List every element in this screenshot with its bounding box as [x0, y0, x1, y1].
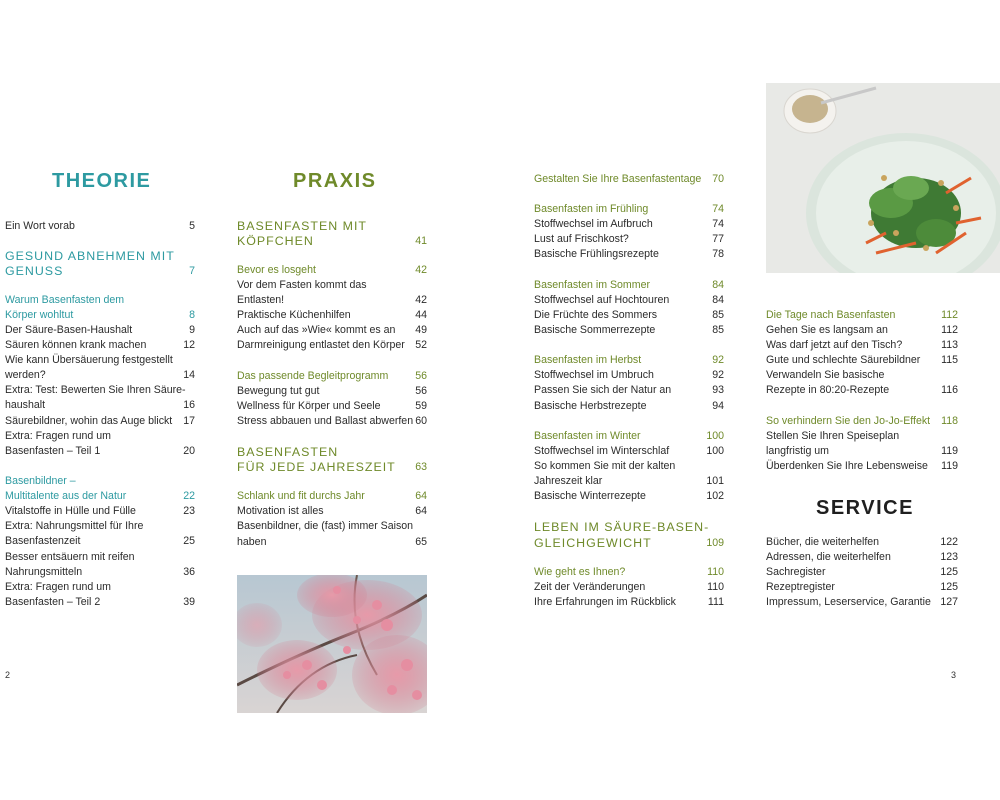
toc-entry-page: 109 — [706, 537, 724, 549]
toc-entry — [534, 353, 724, 368]
toc-entry — [237, 504, 427, 519]
toc-entry-page: 56 — [415, 385, 427, 397]
salad-image — [766, 83, 1000, 273]
toc-entry-title: So verhindern Sie den Jo-Jo-Effekt — [766, 415, 931, 427]
toc-entry-title: Rezeptregister — [766, 581, 835, 593]
toc-entry — [766, 414, 958, 429]
toc-entry — [766, 383, 958, 398]
toc-entry — [237, 218, 427, 233]
toc-entry-page: 9 — [189, 324, 195, 336]
toc-entry-page: 84 — [712, 279, 724, 291]
toc-entry — [534, 247, 724, 262]
toc-entry-title: Wie geht es Ihnen? — [534, 566, 626, 578]
toc-entry — [5, 429, 195, 444]
toc-entry-page: 44 — [415, 309, 427, 321]
toc-entry — [534, 474, 724, 489]
toc-entry-page: 64 — [415, 490, 427, 502]
toc-entry — [5, 534, 195, 549]
toc-entry-page: 12 — [183, 339, 195, 351]
toc-entry-title: haushalt — [5, 399, 46, 411]
toc-entry — [237, 369, 427, 384]
toc-entry — [766, 595, 958, 610]
toc-entry — [766, 459, 958, 474]
toc-entry — [534, 399, 724, 414]
toc-entry — [5, 519, 195, 534]
toc-entry-page: 64 — [415, 505, 427, 517]
toc-entry — [534, 459, 724, 474]
toc-entry — [534, 368, 724, 383]
toc-entry — [5, 383, 195, 398]
toc-entry-title: FÜR JEDE JAHRESZEIT — [237, 460, 396, 474]
toc-entry-title: BASENFASTEN MIT — [237, 219, 367, 233]
toc-entry-page: 101 — [706, 475, 724, 487]
toc-entry-title: Rezepte in 80:20-Rezepte — [766, 384, 890, 396]
toc-entry — [237, 278, 427, 293]
toc-entry-title: Nahrungsmitteln — [5, 566, 83, 578]
toc-entry-title: werden? — [5, 369, 46, 381]
toc-entry-page: 112 — [941, 309, 958, 321]
toc-entry-title: Auch auf das »Wie« kommt es an — [237, 324, 396, 336]
toc-entry — [5, 595, 195, 610]
toc-entry-title: Basenfastenzeit — [5, 535, 81, 547]
toc-entry-title: Basenfasten im Herbst — [534, 354, 642, 366]
toc-entry-page: 74 — [712, 218, 724, 230]
toc-entry — [237, 444, 427, 459]
toc-entry-title: Basische Frühlingsrezepte — [534, 248, 659, 260]
toc-entry-title: Körper wohltut — [5, 309, 74, 321]
toc-entry-page: 77 — [712, 233, 724, 245]
toc-entry — [237, 338, 427, 353]
toc-entry-page: 36 — [183, 566, 195, 578]
toc-entry — [5, 323, 195, 338]
toc-entry — [5, 248, 195, 263]
toc-entry-page: 49 — [415, 324, 427, 336]
toc-entry-page: 94 — [712, 400, 724, 412]
toc-entry-title: Basenbildner – — [5, 475, 76, 487]
toc-entry — [534, 293, 724, 308]
toc-entry-title: Stoffwechsel auf Hochtouren — [534, 294, 670, 306]
toc-entry-page: 8 — [189, 309, 195, 321]
toc-entry-page: 42 — [415, 294, 427, 306]
toc-entry-page: 5 — [189, 220, 195, 232]
toc-entry — [534, 232, 724, 247]
toc-entry — [766, 580, 958, 595]
toc-entry-title: Vor dem Fasten kommt das — [237, 279, 367, 291]
toc-entry-title: Bücher, die weiterhelfen — [766, 536, 880, 548]
toc-entry-page: 65 — [415, 536, 427, 548]
toc-entry-title: Der Säure-Basen-Haushalt — [5, 324, 133, 336]
toc-entry — [534, 308, 724, 323]
toc-entry-title: Passen Sie sich der Natur an — [534, 384, 672, 396]
toc-entry-page: 116 — [941, 384, 958, 396]
toc-entry-page: 60 — [415, 415, 427, 427]
toc-entry — [237, 308, 427, 323]
toc-entry-page: 112 — [941, 324, 958, 336]
toc-entry-title: Überdenken Sie Ihre Lebensweise — [766, 460, 928, 472]
toc-entry-title: Wellness für Körper und Seele — [237, 400, 381, 412]
toc-entry — [5, 565, 195, 580]
toc-entry — [237, 399, 427, 414]
toc-entry-title: Basenfasten – Teil 2 — [5, 596, 101, 608]
toc-entry — [534, 565, 724, 580]
toc-entry-title: Stoffwechsel im Aufbruch — [534, 218, 653, 230]
toc-entry-page: 127 — [940, 596, 958, 608]
toc-entry-title: Extra: Fragen rund um — [5, 581, 111, 593]
toc-entry-page: 119 — [941, 460, 958, 472]
toc-entry-title: Ein Wort vorab — [5, 220, 75, 232]
toc-entry-title: haben — [237, 536, 267, 548]
toc-entry — [766, 565, 958, 580]
toc-entry-title: Gehen Sie es langsam an — [766, 324, 888, 336]
toc-entry-title: So kommen Sie mit der kalten — [534, 460, 676, 472]
toc-entry-title: Basische Herbstrezepte — [534, 400, 647, 412]
toc-entry-title: Extra: Fragen rund um — [5, 430, 111, 442]
toc-entry — [534, 489, 724, 504]
toc-entry-page: 110 — [707, 581, 724, 593]
cherry-blossom-image — [237, 575, 427, 713]
toc-entry — [5, 308, 195, 323]
toc-entry — [534, 278, 724, 293]
toc-entry — [534, 429, 724, 444]
toc-entry — [237, 414, 427, 429]
theorie-title: THEORIE — [52, 170, 152, 192]
toc-entry-title: Das passende Begleitprogramm — [237, 370, 389, 382]
toc-entry — [534, 202, 724, 217]
toc-entry-page: 42 — [415, 264, 427, 276]
toc-entry-title: Bevor es losgeht — [237, 264, 316, 276]
toc-entry-title: Extra: Nahrungsmittel für Ihre — [5, 520, 144, 532]
toc-entry-page: 102 — [706, 490, 724, 502]
toc-entry-title: BASENFASTEN — [237, 445, 339, 459]
toc-entry-title: Zeit der Veränderungen — [534, 581, 646, 593]
toc-entry — [5, 550, 195, 565]
toc-entry-page: 125 — [940, 566, 958, 578]
toc-entry-title: Warum Basenfasten dem — [5, 294, 125, 306]
toc-entry-page: 17 — [183, 415, 195, 427]
toc-entry-title: GENUSS — [5, 264, 64, 278]
toc-entry — [5, 414, 195, 429]
toc-entry-title: Was darf jetzt auf den Tisch? — [766, 339, 903, 351]
toc-entry-page: 78 — [712, 248, 724, 260]
toc-entry-title: Bewegung tut gut — [237, 385, 320, 397]
toc-entry — [766, 353, 958, 368]
toc-entry-title: Ihre Erfahrungen im Rückblick — [534, 596, 676, 608]
toc-entry-title: GESUND ABNEHMEN MIT — [5, 249, 175, 263]
toc-entry-page: 7 — [189, 265, 195, 277]
toc-entry-title: Vitalstoffe in Hülle und Fülle — [5, 505, 136, 517]
toc-entry-title: Darmreinigung entlastet den Körper — [237, 339, 405, 351]
toc-entry-title: Basenfasten im Frühling — [534, 203, 649, 215]
toc-entry-title: Motivation ist alles — [237, 505, 324, 517]
toc-entry-page: 85 — [712, 309, 724, 321]
toc-entry — [766, 308, 958, 323]
toc-entry — [766, 368, 958, 383]
toc-entry — [5, 368, 195, 383]
toc-entry-title: Impressum, Leserservice, Garantie — [766, 596, 931, 608]
toc-entry-title: Gute und schlechte Säurebildner — [766, 354, 921, 366]
toc-entry — [534, 172, 724, 187]
toc-entry — [766, 550, 958, 565]
toc-entry — [5, 293, 195, 308]
toc-entry — [237, 519, 427, 534]
toc-entry-title: Besser entsäuern mit reifen — [5, 551, 135, 563]
toc-entry-title: Adressen, die weiterhelfen — [766, 551, 891, 563]
page-number-right: 3 — [951, 670, 957, 680]
toc-entry-title: Extra: Test: Bewerten Sie Ihren Säure- — [5, 384, 186, 396]
toc-entry-title: langfristig um — [766, 445, 829, 457]
toc-entry-title: Basenbildner, die (fast) immer Saison — [237, 520, 414, 532]
toc-entry-page: 85 — [712, 324, 724, 336]
toc-entry-title: Jahreszeit klar — [534, 475, 603, 487]
toc-entry-page: 113 — [941, 339, 958, 351]
toc-entry — [534, 383, 724, 398]
toc-entry-page: 119 — [941, 445, 958, 457]
toc-entry-title: LEBEN IM SÄURE-BASEN- — [534, 520, 710, 534]
toc-entry-page: 20 — [183, 445, 195, 457]
toc-entry-page: 100 — [706, 445, 724, 457]
toc-entry — [534, 535, 724, 550]
toc-entry-title: Die Früchte des Sommers — [534, 309, 658, 321]
toc-entry-page: 92 — [712, 354, 724, 366]
toc-entry-title: Die Tage nach Basenfasten — [766, 309, 896, 321]
toc-entry — [5, 398, 195, 413]
toc-entry-page: 22 — [183, 490, 195, 502]
toc-entry-page: 118 — [941, 415, 958, 427]
toc-entry — [5, 580, 195, 595]
toc-entry-title: Verwandeln Sie basische — [766, 369, 885, 381]
toc-entry-page: 39 — [183, 596, 195, 608]
toc-entry-title: Multitalente aus der Natur — [5, 490, 127, 502]
toc-entry — [534, 519, 724, 534]
toc-entry-page: 63 — [415, 461, 427, 473]
toc-entry-page: 110 — [707, 566, 724, 578]
toc-entry-title: Basische Winterrezepte — [534, 490, 646, 502]
toc-entry-page: 74 — [712, 203, 724, 215]
toc-entry-title: Entlasten! — [237, 294, 285, 306]
toc-entry-title: Stellen Sie Ihren Speiseplan — [766, 430, 900, 442]
toc-entry — [237, 233, 427, 248]
toc-entry — [5, 353, 195, 368]
toc-entry-title: Stress abbauen und Ballast abwerfen — [237, 415, 414, 427]
toc-entry — [5, 474, 195, 489]
toc-entry — [237, 384, 427, 399]
toc-entry-page: 84 — [712, 294, 724, 306]
service-title: SERVICE — [816, 497, 914, 519]
toc-entry-title: Gestalten Sie Ihre Basenfastentage — [534, 173, 702, 185]
toc-entry — [5, 489, 195, 504]
toc-entry-title: Lust auf Frischkost? — [534, 233, 629, 245]
toc-entry-title: Wie kann Übersäuerung festgestellt — [5, 354, 173, 366]
toc-entry-title: Stoffwechsel im Umbruch — [534, 369, 654, 381]
toc-entry-page: 93 — [712, 384, 724, 396]
toc-entry — [766, 444, 958, 459]
toc-entry — [766, 429, 958, 444]
toc-entry-title: Schlank und fit durchs Jahr — [237, 490, 365, 502]
toc-entry-page: 25 — [183, 535, 195, 547]
toc-entry — [766, 338, 958, 353]
toc-entry-title: Basische Sommerrezepte — [534, 324, 656, 336]
page-number-left: 2 — [5, 670, 11, 680]
toc-entry — [534, 595, 724, 610]
toc-entry — [237, 535, 427, 550]
toc-entry-page: 59 — [415, 400, 427, 412]
toc-entry-page: 100 — [706, 430, 724, 442]
toc-entry-title: Basenfasten im Sommer — [534, 279, 650, 291]
toc-entry — [237, 293, 427, 308]
toc-entry-title: KÖPFCHEN — [237, 234, 314, 248]
toc-entry — [237, 489, 427, 504]
toc-entry — [534, 323, 724, 338]
toc-entry-page: 52 — [415, 339, 427, 351]
toc-entry — [766, 535, 958, 550]
cherry-blossom-photo — [237, 575, 427, 713]
toc-entry-title: Säuren können krank machen — [5, 339, 147, 351]
toc-entry-page: 23 — [183, 505, 195, 517]
toc-entry-page: 111 — [707, 596, 724, 608]
toc-entry-page: 41 — [415, 235, 427, 247]
toc-entry-page: 16 — [183, 399, 195, 411]
toc-entry — [5, 504, 195, 519]
toc-entry — [5, 444, 195, 459]
toc-entry-page: 70 — [712, 173, 724, 185]
toc-entry-page: 122 — [940, 536, 958, 548]
toc-entry-title: Basenfasten – Teil 1 — [5, 445, 101, 457]
toc-entry — [237, 459, 427, 474]
toc-entry-title: GLEICHGEWICHT — [534, 536, 652, 550]
toc-entry-page: 115 — [941, 354, 958, 366]
salad-photo — [766, 83, 1000, 273]
toc-entry-title: Praktische Küchenhilfen — [237, 309, 351, 321]
toc-entry — [766, 323, 958, 338]
toc-entry-title: Stoffwechsel im Winterschlaf — [534, 445, 670, 457]
toc-entry-page: 125 — [940, 581, 958, 593]
toc-entry — [5, 338, 195, 353]
toc-entry-page: 56 — [415, 370, 427, 382]
toc-entry — [534, 580, 724, 595]
toc-entry-page: 14 — [183, 369, 195, 381]
toc-entry — [5, 263, 195, 278]
toc-entry-title: Sachregister — [766, 566, 826, 578]
toc-entry-page: 92 — [712, 369, 724, 381]
toc-entry — [534, 217, 724, 232]
toc-entry — [5, 219, 195, 234]
toc-entry-page: 123 — [940, 551, 958, 563]
toc-entry-title: Basenfasten im Winter — [534, 430, 641, 442]
toc-entry — [534, 444, 724, 459]
praxis-title: PRAXIS — [293, 170, 377, 192]
toc-entry — [237, 263, 427, 278]
toc-entry-title: Säurebildner, wohin das Auge blickt — [5, 415, 173, 427]
toc-entry — [237, 323, 427, 338]
